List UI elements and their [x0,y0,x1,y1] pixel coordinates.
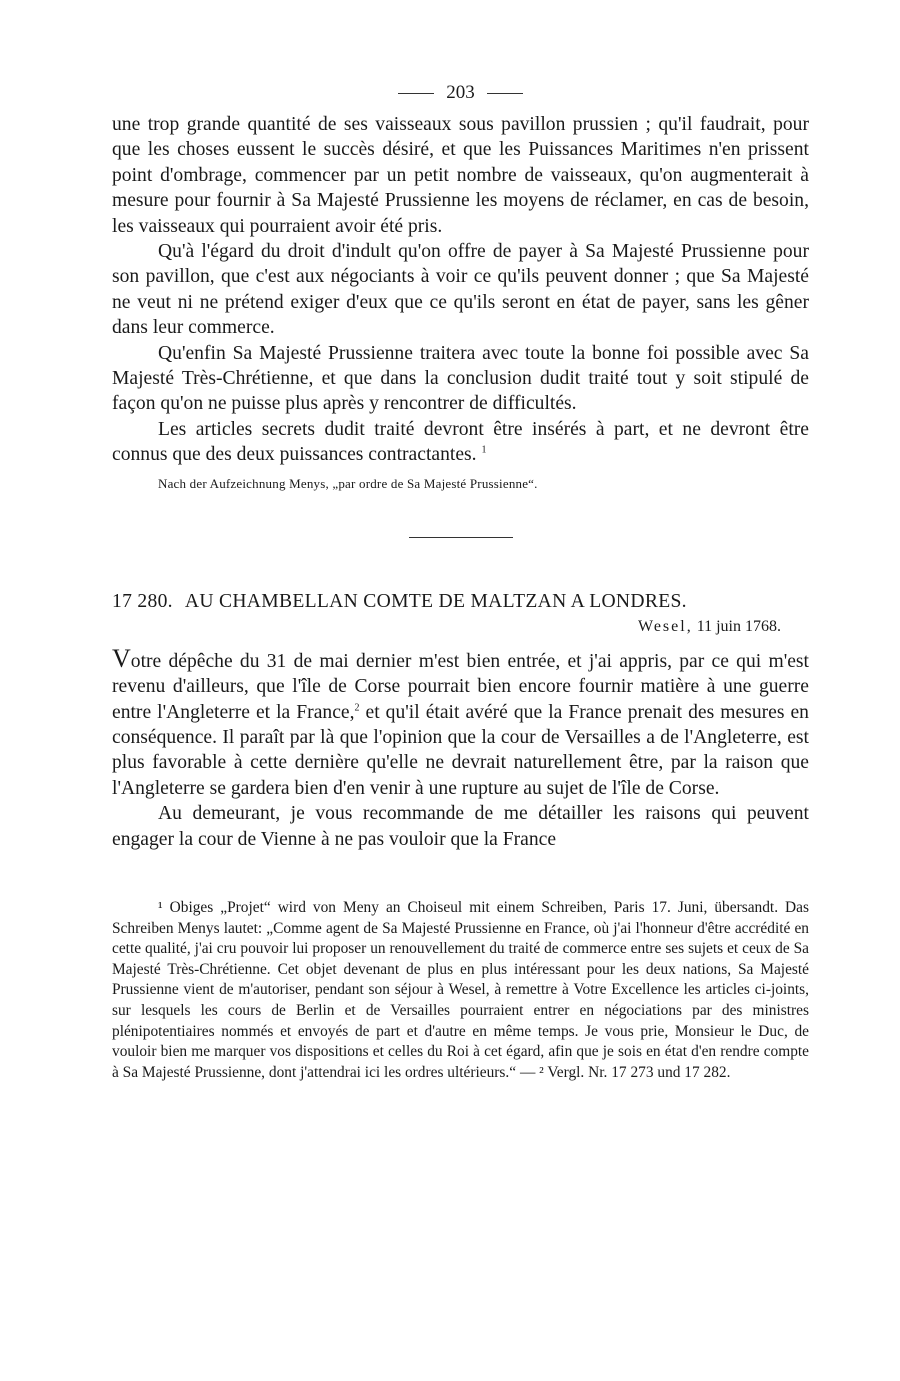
letter-heading [112,590,809,614]
letter-number: 17 280. [112,590,173,612]
page-number: 203 [446,82,475,103]
letter-title: AU CHAMBELLAN COMTE DE MALTZAN A LONDRES. [184,590,687,612]
page-header [112,82,809,112]
letter-section [112,590,809,852]
document-page [112,82,809,1083]
section-separator [409,537,513,538]
letter-initial: V [112,643,131,673]
letter-body [112,643,809,852]
footnote-marker-1: 1 [481,444,487,456]
header-dash-right [487,93,523,94]
letter-date: 11 juin 1768. [696,617,781,635]
footnotes: ¹ Obiges „Projet“ wird von Meny an Choiseul mit einem Schreiben, Paris 17. Juni, übersandt. Das Schreiben Menys lautet: „Comme agent de Sa Majesté Prussienne en France, où j'ai l'honneur d'être accrédité en cette qualité, j'ai cru pouvoir lui proposer un renouvellement du traité de commerce entre ses sujets et ceux de Sa Majesté Très-Chrétienne. Cet objet devenant de plus en plus intéressant pour les deux nations, Sa Majesté Prussienne vient de m'autoriser, pendant son séjour à Wesel, à remettre à Votre Excellence les articles ci-joints, sur lesquels les cours de Berlin et de Versailles pourraient entrer en négociations par des ministres plénipotentiaires nommés et envoyés de part et d'autre en même temps. Je vous prie, Monsieur le Duc, de vouloir bien me marquer vos dispositions et celles du Roi à cet égard, afin que je sois en état d'en rendre compte à Sa Majesté Prussienne, dont j'attendrai ici les ordres ultérieurs.“ — ² Vergl. Nr. 17 273 und 17 282. [112,898,809,1081]
paragraph-3: Qu'enfin Sa Majesté Prussienne traitera avec toute la bonne foi possible avec Sa Majesté Très-Chrétienne, et que dans la conclusion dudit traité tout y soit stipulé de façon qu'on ne puisse plus après y rencontrer de difficultés. [112,342,809,415]
source-note: Nach der Aufzeichnung Menys, „par ordre de Sa Majesté Prussienne“. [158,475,538,491]
footnote-marker-2: 2 [354,701,360,713]
letter-paragraph-1 [112,643,809,801]
paragraph-4 [112,417,809,468]
paragraph-4-text: Les articles secrets dudit traité devront être insérés à part, et ne devront être connus que des deux puissances contractantes. [112,418,809,466]
paragraph-1: une trop grande quantité de ses vaisseaux sous pavillon prussien ; qu'il faudrait, pour que les choses eussent le succès désiré, et que les Puissances Maritimes n'en prissent point d'ombrage, commencer par un petit nombre de vaisseaux, qu'on augmenterait à mesure pour fournir à Sa Majesté Prussienne les moyens de réclamer, en cas de besoin, les vaisseaux qui pourraient avoir été pris. [112,114,809,237]
header-dash-left [398,93,434,94]
letter-dateline [112,616,809,638]
letter-paragraph-1-end: et qu'il était avéré que la France prenait des mesures en conséquence. Il paraît par là que l'opinion que la cour de Versailles a de l'Angleterre, est plus favorable à cette dernière qu'elle ne devrait naturellement être, par la raison que l'Angleterre se gardera bien d'en venir à une rupture au sujet de l'île de Corse. [112,701,809,799]
letter-paragraph-1-start: otre dépêche du 31 de mai dernier m'est bien entrée, et j'ai appris, par ce qui m'est revenu d'ailleurs, que l'île de Corse pourrait bien encore fournir matière à une guerre entre l'Angleterre et la France, [112,650,809,723]
letter-paragraph-2: Au demeurant, je vous recommande de me détailler les raisons qui peuvent engager la cour de Vienne à ne pas vouloir que la France [112,803,809,850]
letter-place: Wesel, [638,617,693,635]
paragraph-2: Qu'à l'égard du droit d'indult qu'on offre de payer à Sa Majesté Prussienne pour son pavillon, que c'est aux négociants à voir ce qu'ils peuvent donner ; que Sa Majesté ne veut ni ne prétend exiger d'eux que ce qu'ils seront en état de payer, sans les gêner dans leur commerce. [112,241,809,339]
preceding-text [112,112,809,493]
